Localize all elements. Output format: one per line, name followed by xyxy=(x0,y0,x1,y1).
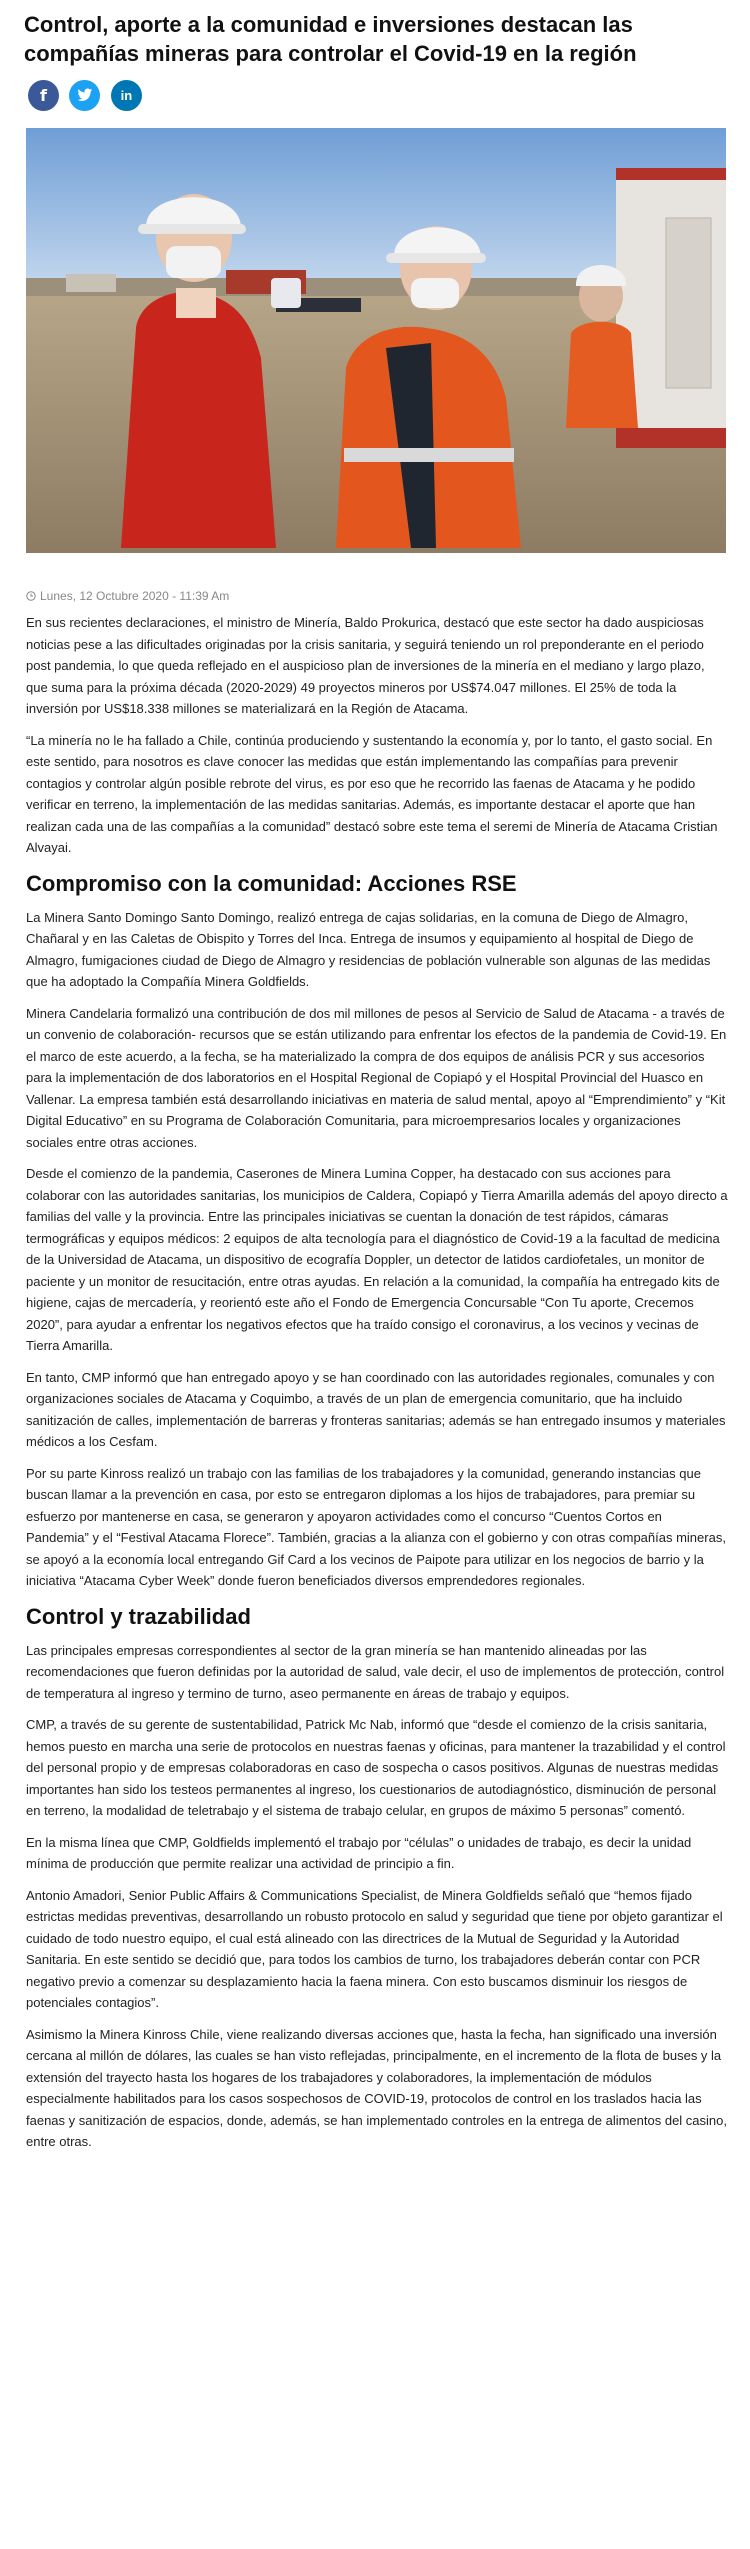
paragraph: En tanto, CMP informó que han entregado apoyo y se han coordinado con las autoridades regionales, comunales y con organizaciones sociales de Atacama y Coquimbo, a través de un plan de emergencia comunitario, que ha incluido sanitización de calles, implementación de barreras y fronteras sanitarias; además se han entregado insumos y materiales médicos a los Cesfam. xyxy=(26,1369,726,1449)
paragraph: Las principales empresas correspondientes al sector de la gran minería se han mantenido alineadas por las recomendaciones que fueron definidas por la autoridad de salud, vale decir, el uso de implementos de protección, control de temperatura al ingreso y termino de turno, aseo permanente en áreas de trabajo y equipos. xyxy=(26,1642,725,1701)
section-heading: Compromiso con la comunidad: Acciones RSE xyxy=(26,870,517,896)
article-body xyxy=(26,612,728,2163)
paragraph: Por su parte Kinross realizó un trabajo con las familias de los trabajadores y la comunidad, generando instancias que buscan llamar a la prevención en casa, por esto se entregaron diplomas a los hijos de trabajadores, para premiar su esfuerzo por mantenerse en casa, se generaron y apoyaron actividades como el concurso “Cuentos Cortos en Pandemia” y el “Festival Atacama Florece”. También, gracias a la alianza con el gobierno y con otras compañías mineras, se apoyó a la economía local entregando Gif Card a los vecinos de Paipote para utilizar en los negocios de barrio y la iniciativa “Atacama Cyber Week” donde fueron beneficiados diversos emprendedores regionales. xyxy=(26,1465,726,1588)
paragraph: “La minería no le ha fallado a Chile, continúa produciendo y sustentando la economía y, por lo tanto, el gasto social. En este sentido, para nosotros es clave conocer las medidas que están implementando las compañías para prevenir contagios y controlar algún posible rebrote del virus, es por eso que he recorrido las faenas de Atacama y he podido verificar en terreno, la implementación de las medidas sanitarias. Además, es importante destacar el aporte que han realizan cada una de las compañías a la comunidad” destacó sobre este tema el seremi de Minería de Atacama Cristian Alvayai. xyxy=(26,732,718,855)
paragraph: Antonio Amadori, Senior Public Affairs & Communications Specialist, de Minera Goldfields señaló que “hemos fijado estrictas medidas preventivas, desarrollando un robusto protocolo en salud y seguridad que tiene por objeto garantizar el cuidado de todo nuestro equipo, el cual está alineado con las directrices de la Mutual de Seguridad y la Autoridad Sanitaria. En este sentido se decidió que, para todos los cambios de turno, los trabajadores deberán contar con PCR negativo previo a comenzar su desplazamiento hacia la faena minera. Con esto buscamos disminuir los riesgos de potenciales contagios”. xyxy=(26,1887,723,2010)
share-bar xyxy=(28,80,148,112)
section-heading: Control y trazabilidad xyxy=(26,1603,251,1629)
paragraph: La Minera Santo Domingo Santo Domingo, realizó entrega de cajas solidarias, en la comuna de Diego de Almagro, Chañaral y en las Caletas de Obispito y Torres del Inca. Entrega de insumos y equipamiento al hospital de Diego de Almagro, fumigaciones ciudad de Diego de Almagro y residencias de población vulnerable son algunas de las medidas que ha adoptado la Compañía Minera Goldfields. xyxy=(26,909,711,989)
paragraph: En sus recientes declaraciones, el ministro de Minería, Baldo Prokurica, destacó que este sector ha dado auspiciosas noticias pese a las dificultades originadas por la crisis sanitaria, y seguirá teniendo un rol preponderante en el periodo post pandemia, lo que queda reflejado en el auspicioso plan de inversiones de la minería en el mediano y largo plazo, que suma para la próxima década (2020-2029) 49 proyectos mineros por US$74.047 millones. El 25% de toda la inversión por US$18.338 millones se materializará en la Región de Atacama. xyxy=(26,615,705,716)
paragraph: Desde el comienzo de la pandemia, Caserones de Minera Lumina Copper, ha destacado con sus acciones para colaborar con las autoridades sanitarias, los municipios de Caldera, Copiapó y Tierra Amarilla además del apoyo directo a familias del valle y la provincia. Entre las principales iniciativas se cuentan la donación de test rápidos, cámaras termográficas y equipos médicos: 2 equipos de alta tecnología para el diagnóstico de Covid-19 a la facultad de medicina de la Universidad de Atacama, un dispositivo de ecografía Doppler, un detector de latidos cardiofetales, un monitor de paciente y un monitor de resucitación, entre otras ayudas. En relación a la comunidad, la compañía ha entregado kits de higiene, cajas de mercadería, y reorientó este año el Fondo de Emergencia Concursable “Con Tu aporte, Crecemos 2020”, para ayudar a enfrentar los negativos efectos que ha traído consigo el coronavirus, a los vecinos y vecinas de Tierra Amarilla. xyxy=(26,1166,728,1353)
article-date xyxy=(26,588,229,604)
article-photo xyxy=(26,128,726,553)
twitter-share-icon[interactable] xyxy=(69,80,100,111)
clock-icon xyxy=(26,588,36,604)
paragraph: Asimismo la Minera Kinross Chile, viene realizando diversas acciones que, hasta la fecha, han significado una inversión cercana al millón de dólares, las cuales se han visto reflejadas, principalmente, en el incremento de la flota de buses y la extensión del trayecto hasta los hogares de los trabajadores y colaboradores, la implementación de módulos especialmente habilitados para los casos sospechosos de COVID-19, protocolos de control en los traslados hacia las faenas y sanitización de espacios, donde, además, se han implementado controles en la entrega de alimentos del casino, entre otras. xyxy=(26,2026,727,2149)
facebook-share-icon[interactable]: f xyxy=(28,80,59,111)
paragraph: Minera Candelaria formalizó una contribución de dos mil millones de pesos al Servicio de Salud de Atacama - a través de un convenio de colaboración- recursos que se están utilizando para enfrentar los efectos de la pandemia de Covid-19. En el marco de este acuerdo, a la fecha, se ha materializado la compra de dos equipos de análisis PCR y sus accesorios para la implementación de dos laboratorios en el Hospital Regional de Copiapó y el Hospital Provincial del Huasco en Vallenar. La empresa también está desarrollando iniciativas en materia de salud mental, apoyo al “Emprendimiento” y “Kit Digital Educativo” en su Programa de Colaboración Comunitaria, para microempresarios locales y organizaciones sociales entre otras acciones. xyxy=(26,1005,727,1150)
linkedin-share-icon[interactable]: in xyxy=(111,80,142,111)
date-text: Lunes, 12 Octubre 2020 - 11:39 Am xyxy=(40,589,230,603)
paragraph: CMP, a través de su gerente de sustentabilidad, Patrick Mc Nab, informó que “desde el comienzo de la crisis sanitaria, hemos puesto en marcha una serie de protocolos en nuestras faenas y oficinas, para mantener la trazabilidad y el control del personal propio y de empresas colaboradoras en caso de sospecha o casos positivos. Algunas de nuestras medidas importantes han sido los testeos permanentes al ingreso, los cuestionarios de autodiagnóstico, disminución de personal en terreno, la modalidad de teletrabajo y el sistema de trabajo celular, en grupos de máximo 5 personas” comentó. xyxy=(26,1717,726,1818)
paragraph: En la misma línea que CMP, Goldfields implementó el trabajo por “células” o unidades de trabajo, es decir la unidad mínima de producción que permite realizar una actividad de principio a fin. xyxy=(26,1834,692,1871)
article-title: Control, aporte a la comunidad e inversiones destacan las compañías mineras para controlar el Covid-19 en la región xyxy=(24,12,637,66)
